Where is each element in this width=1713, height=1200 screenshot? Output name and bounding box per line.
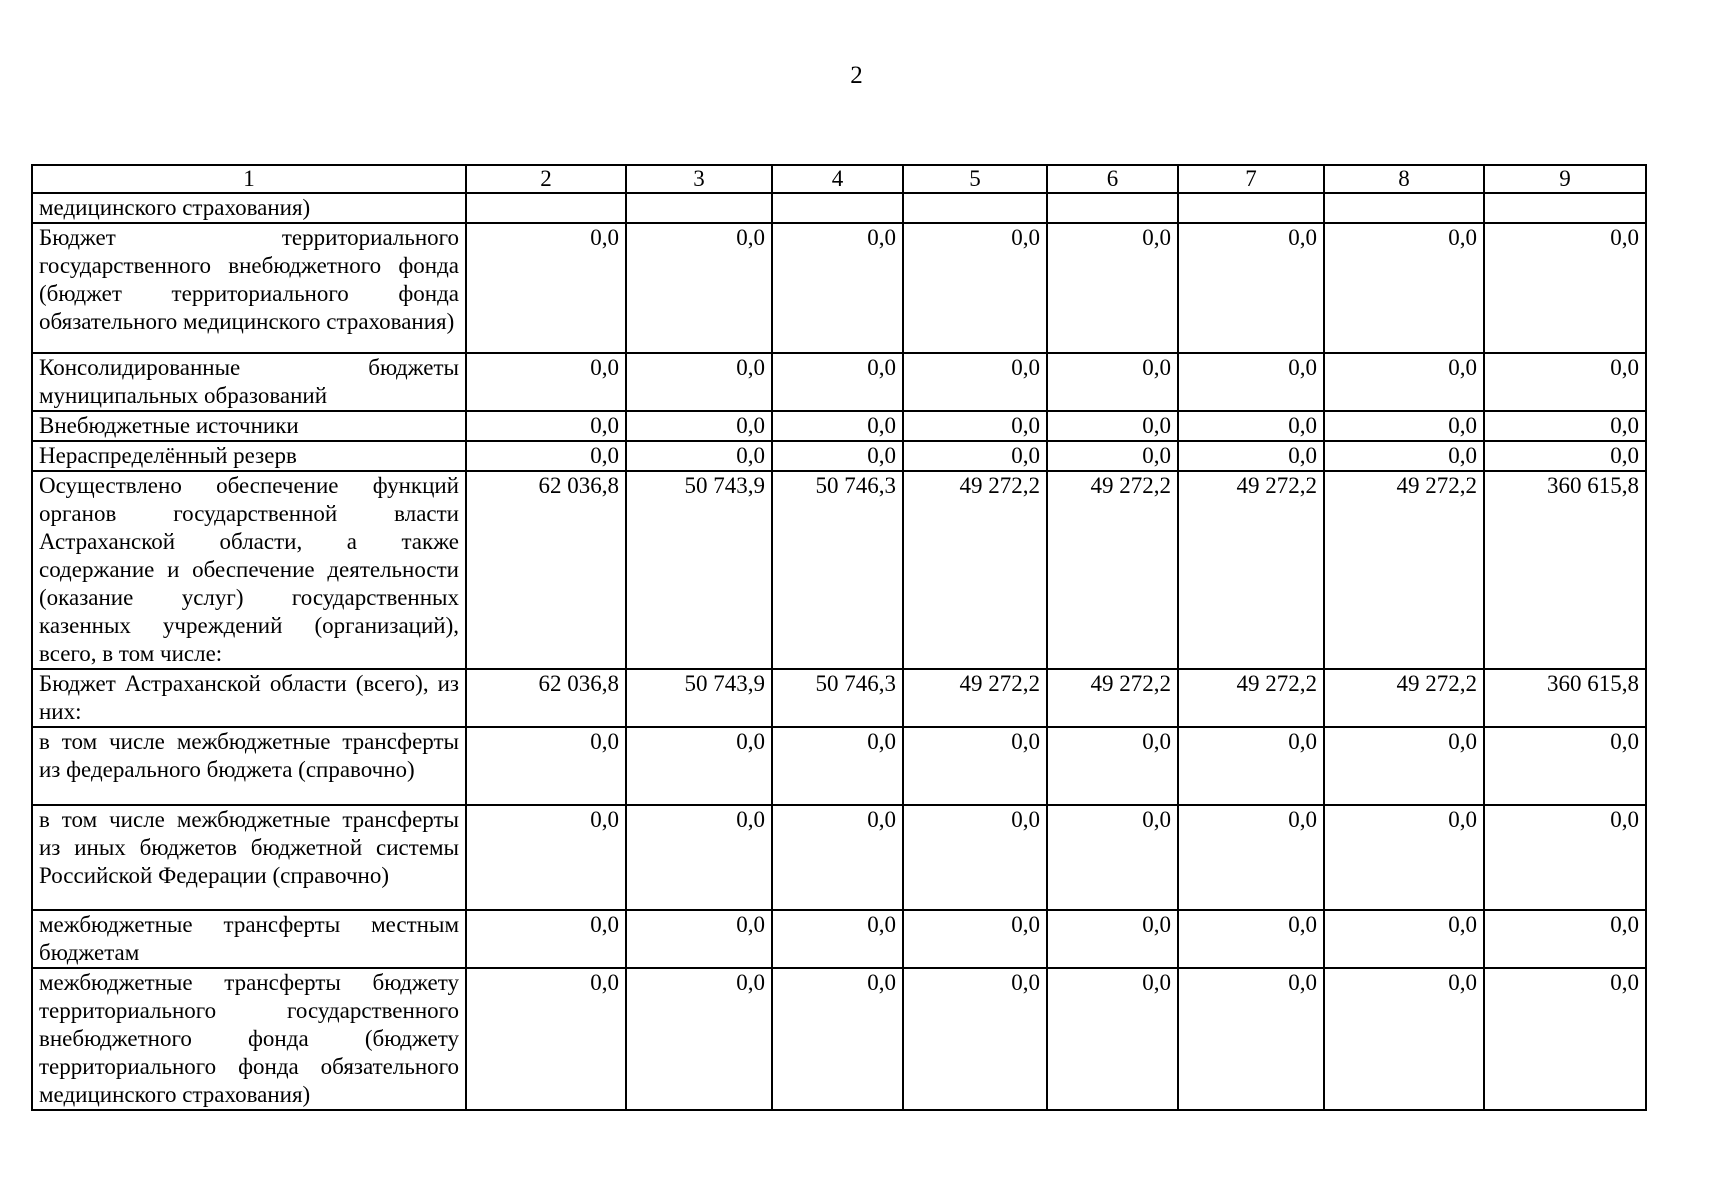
table-row [32,669,1646,727]
value-cell: 50 743,9 [626,669,772,727]
header-row [32,165,1646,193]
value-cell: 49 272,2 [903,669,1047,727]
value-cell: 0,0 [1178,727,1324,805]
column-header: 7 [1178,165,1324,193]
table-row [32,411,1646,441]
table-row [32,353,1646,411]
value-cell: 0,0 [626,910,772,968]
value-cell: 0,0 [1178,910,1324,968]
value-cell: 0,0 [903,223,1047,353]
table-row [32,727,1646,805]
value-cell: 0,0 [1324,411,1484,441]
value-cell: 0,0 [772,441,903,471]
value-cell: 0,0 [1047,411,1178,441]
value-cell: 0,0 [1178,411,1324,441]
table-row [32,805,1646,910]
value-cell: 0,0 [903,727,1047,805]
value-cell: 0,0 [466,805,626,910]
value-cell: 0,0 [1484,411,1646,441]
value-cell: 0,0 [1324,223,1484,353]
value-cell: 0,0 [1047,727,1178,805]
value-cell: 0,0 [626,223,772,353]
value-cell: 0,0 [1178,353,1324,411]
value-cell: 0,0 [772,805,903,910]
value-cell: 0,0 [1324,968,1484,1110]
value-cell: 49 272,2 [1047,471,1178,669]
value-cell: 0,0 [772,353,903,411]
value-cell [1324,193,1484,223]
value-cell: 0,0 [466,353,626,411]
value-cell: 0,0 [903,968,1047,1110]
column-header: 9 [1484,165,1646,193]
value-cell: 0,0 [1484,353,1646,411]
value-cell: 0,0 [1484,968,1646,1110]
value-cell: 0,0 [626,968,772,1110]
value-cell: 49 272,2 [1178,669,1324,727]
value-cell: 49 272,2 [903,471,1047,669]
value-cell: 0,0 [1484,223,1646,353]
value-cell: 0,0 [1484,441,1646,471]
table-row [32,193,1646,223]
value-cell: 0,0 [1324,910,1484,968]
value-cell: 360 615,8 [1484,471,1646,669]
value-cell: 0,0 [772,910,903,968]
value-cell: 0,0 [1047,223,1178,353]
value-cell: 49 272,2 [1324,471,1484,669]
value-cell: 0,0 [772,727,903,805]
column-header: 3 [626,165,772,193]
value-cell: 0,0 [1047,441,1178,471]
column-header: 2 [466,165,626,193]
row-label: межбюджетные трансферты бюджету территориального государственного внебюджетного фонда (бюджету территориального фонда обязательного медицинского страхования) [32,968,466,1110]
value-cell: 0,0 [903,441,1047,471]
value-cell: 49 272,2 [1324,669,1484,727]
row-label: межбюджетные трансферты местным бюджетам [32,910,466,968]
row-label: медицинского страхования) [32,193,466,223]
row-label: Нераспределённый резерв [32,441,466,471]
value-cell: 49 272,2 [1178,471,1324,669]
value-cell [626,193,772,223]
value-cell: 0,0 [466,727,626,805]
page-number: 2 [850,62,863,89]
value-cell [1047,193,1178,223]
value-cell: 360 615,8 [1484,669,1646,727]
value-cell: 0,0 [626,353,772,411]
value-cell: 0,0 [466,441,626,471]
column-header: 5 [903,165,1047,193]
row-label: Внебюджетные источники [32,411,466,441]
value-cell: 0,0 [1178,968,1324,1110]
value-cell: 0,0 [903,805,1047,910]
value-cell: 0,0 [1324,805,1484,910]
row-label: Осуществлено обеспечение функций органов государственной власти Астраханской области, а также содержание и обеспечение деятельности (оказание услуг) государственных казенных учреждений (организаций), всего, в том числе: [32,471,466,669]
value-cell: 50 746,3 [772,471,903,669]
value-cell: 0,0 [1047,910,1178,968]
table-row [32,968,1646,1110]
row-label: Бюджет территориального государственного внебюджетного фонда (бюджет территориального фонда обязательного медицинского страхования) [32,223,466,353]
value-cell [1178,193,1324,223]
table-row [32,471,1646,669]
value-cell: 0,0 [772,411,903,441]
column-header: 6 [1047,165,1178,193]
value-cell: 0,0 [626,805,772,910]
value-cell: 0,0 [772,968,903,1110]
value-cell: 0,0 [626,727,772,805]
value-cell: 0,0 [1324,441,1484,471]
table-row [32,910,1646,968]
value-cell: 0,0 [1324,353,1484,411]
column-header: 1 [32,165,466,193]
value-cell: 0,0 [1484,805,1646,910]
row-label: Бюджет Астраханской области (всего), из них: [32,669,466,727]
value-cell: 0,0 [1047,968,1178,1110]
value-cell [772,193,903,223]
value-cell: 0,0 [903,353,1047,411]
value-cell: 0,0 [1047,805,1178,910]
value-cell: 50 746,3 [772,669,903,727]
value-cell: 0,0 [466,223,626,353]
table-row [32,223,1646,353]
value-cell: 62 036,8 [466,669,626,727]
value-cell: 0,0 [1178,441,1324,471]
value-cell [903,193,1047,223]
row-label: в том числе межбюджетные трансферты из федерального бюджета (справочно) [32,727,466,805]
value-cell: 0,0 [1484,727,1646,805]
value-cell: 0,0 [626,411,772,441]
value-cell: 0,0 [466,968,626,1110]
row-label: Консолидированные бюджеты муниципальных образований [32,353,466,411]
row-label: в том числе межбюджетные трансферты из иных бюджетов бюджетной системы Российской Федерации (справочно) [32,805,466,910]
value-cell: 0,0 [1324,727,1484,805]
table-row [32,441,1646,471]
column-header: 4 [772,165,903,193]
value-cell: 0,0 [1484,910,1646,968]
value-cell: 62 036,8 [466,471,626,669]
value-cell: 0,0 [466,411,626,441]
value-cell: 0,0 [626,441,772,471]
value-cell: 50 743,9 [626,471,772,669]
value-cell [1484,193,1646,223]
value-cell [466,193,626,223]
value-cell: 0,0 [1178,223,1324,353]
value-cell: 0,0 [903,910,1047,968]
value-cell: 0,0 [466,910,626,968]
value-cell: 0,0 [1178,805,1324,910]
budget-table [31,164,1647,1111]
value-cell: 0,0 [1047,353,1178,411]
column-header: 8 [1324,165,1484,193]
value-cell: 0,0 [772,223,903,353]
value-cell: 0,0 [903,411,1047,441]
value-cell: 49 272,2 [1047,669,1178,727]
